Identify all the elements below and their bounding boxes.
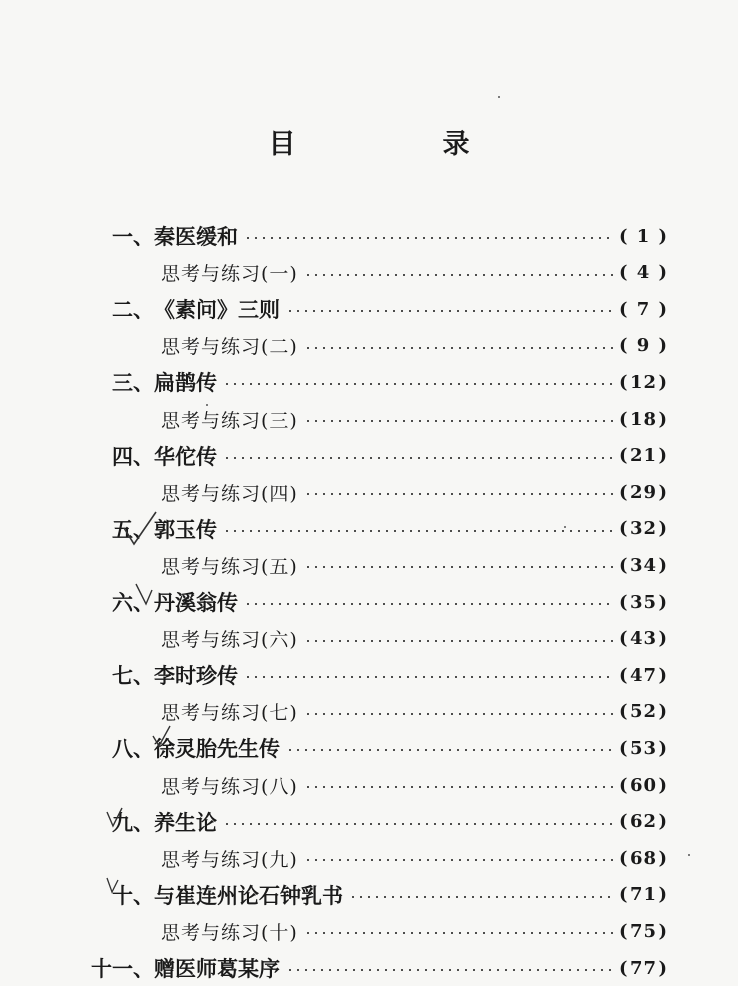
entry-title: 思考与练习(八) [161, 775, 298, 798]
dot-leader [223, 823, 613, 825]
entry-number: 八、 [112, 736, 154, 762]
dot-leader [304, 713, 613, 715]
entry-title: 秦医缓和 [154, 224, 238, 249]
entry-page-number: (21) [618, 445, 668, 467]
checkmark-icon [120, 506, 160, 550]
dot-leader [286, 969, 613, 971]
toc-subentry [0, 840, 738, 876]
entry-number: 十、 [112, 882, 154, 908]
dot-leader [304, 347, 613, 349]
dot-leader [223, 457, 613, 459]
entry-title: 扁鹊传 [154, 370, 217, 396]
paper-speck [564, 526, 566, 528]
entry-number: 四、 [112, 443, 154, 469]
toc-subentry [0, 694, 738, 730]
dot-leader [223, 530, 613, 532]
entry-title: 李时珍传 [154, 663, 238, 689]
entry-title: 赠医师葛某序 [154, 956, 280, 981]
dot-leader [304, 859, 613, 861]
entry-number: 十一、 [91, 956, 154, 981]
toc-subentry [0, 547, 738, 583]
entry-number: 六、 [112, 590, 154, 615]
checkmark-icon [150, 722, 174, 752]
entry-title: 思考与练习(二) [161, 336, 298, 359]
toc-subentry [0, 474, 738, 510]
toc-entry [0, 291, 738, 327]
entry-page-number: (47) [618, 664, 668, 686]
entry-title: 思考与练习(七) [161, 702, 298, 725]
page-title: 目 录 [268, 129, 530, 160]
dot-leader [304, 932, 613, 934]
entry-number: 三、 [112, 370, 154, 396]
toc-subentry [0, 913, 738, 949]
entry-title: 养生论 [154, 809, 217, 835]
entry-page-number: (77) [618, 957, 668, 979]
entry-title: 丹溪翁传 [154, 590, 238, 615]
toc-entry [0, 218, 738, 254]
entry-number: 五、 [112, 516, 154, 542]
dot-leader [304, 274, 613, 276]
entry-title: 思考与练习(六) [161, 629, 298, 652]
toc-entry [0, 950, 738, 986]
entry-number: 二、 [112, 297, 154, 323]
entry-page-number: (35) [618, 591, 668, 613]
dot-leader [244, 676, 613, 678]
paper-speck [688, 854, 690, 856]
entry-page-number: ( 7 ) [618, 298, 668, 320]
toc-subentry [0, 401, 738, 437]
entry-title: 《素问》三则 [154, 297, 280, 323]
checkmark-icon [132, 578, 166, 612]
dot-leader [304, 420, 613, 422]
toc-subentry [0, 255, 738, 291]
entry-title: 思考与练习(五) [161, 555, 298, 578]
entry-number: 七、 [112, 663, 154, 689]
entry-page-number: (18) [618, 408, 668, 430]
entry-page-number: (75) [618, 920, 668, 942]
toc-entry [0, 438, 738, 474]
entry-title: 思考与练习(九) [161, 848, 298, 871]
entry-page-number: (62) [618, 811, 668, 833]
entry-page-number: (12) [618, 371, 668, 393]
dot-leader [304, 493, 613, 495]
dot-leader [244, 603, 613, 605]
entry-page-number: ( 1 ) [618, 225, 668, 247]
entry-title: 思考与练习(四) [161, 482, 298, 505]
dot-leader [244, 237, 613, 239]
entry-page-number: (43) [618, 628, 668, 650]
checkmark-icon [104, 802, 128, 832]
entry-page-number: (71) [618, 884, 668, 906]
entry-page-number: (29) [618, 481, 668, 503]
dot-leader [349, 896, 613, 898]
toc-entry [0, 730, 738, 766]
entry-page-number: (34) [618, 554, 668, 576]
entry-number: 九、 [112, 809, 154, 835]
toc-entry [0, 584, 738, 620]
dot-leader [223, 383, 613, 385]
entry-page-number: (52) [618, 701, 668, 723]
entry-page-number: (32) [618, 518, 668, 540]
entry-title: 思考与练习(一) [161, 263, 298, 286]
toc-entry [0, 364, 738, 400]
entry-title: 与崔连州论石钟乳书 [154, 882, 343, 908]
entry-number: 一、 [112, 224, 154, 249]
paper-speck [206, 404, 208, 406]
dot-leader [304, 786, 613, 788]
toc-entry [0, 657, 738, 693]
entry-title: 郭玉传 [154, 516, 217, 542]
entry-page-number: ( 9 ) [618, 335, 668, 357]
toc-subentry [0, 621, 738, 657]
toc-subentry [0, 767, 738, 803]
dot-leader [286, 310, 613, 312]
dot-leader [304, 640, 613, 642]
entry-title: 思考与练习(三) [161, 409, 298, 432]
entry-page-number: ( 4 ) [618, 262, 668, 284]
entry-title: 华佗传 [154, 443, 217, 469]
entry-page-number: (68) [618, 847, 668, 869]
entry-page-number: (53) [618, 737, 668, 759]
dot-leader [286, 749, 613, 751]
entry-title: 思考与练习(十) [161, 921, 298, 944]
entry-title: 徐灵胎先生传 [154, 736, 280, 762]
toc-entry [0, 511, 738, 547]
entry-page-number: (60) [618, 774, 668, 796]
paper-speck [498, 96, 500, 98]
dot-leader [304, 566, 613, 568]
toc-subentry [0, 328, 738, 364]
checkmark-icon [104, 872, 126, 898]
